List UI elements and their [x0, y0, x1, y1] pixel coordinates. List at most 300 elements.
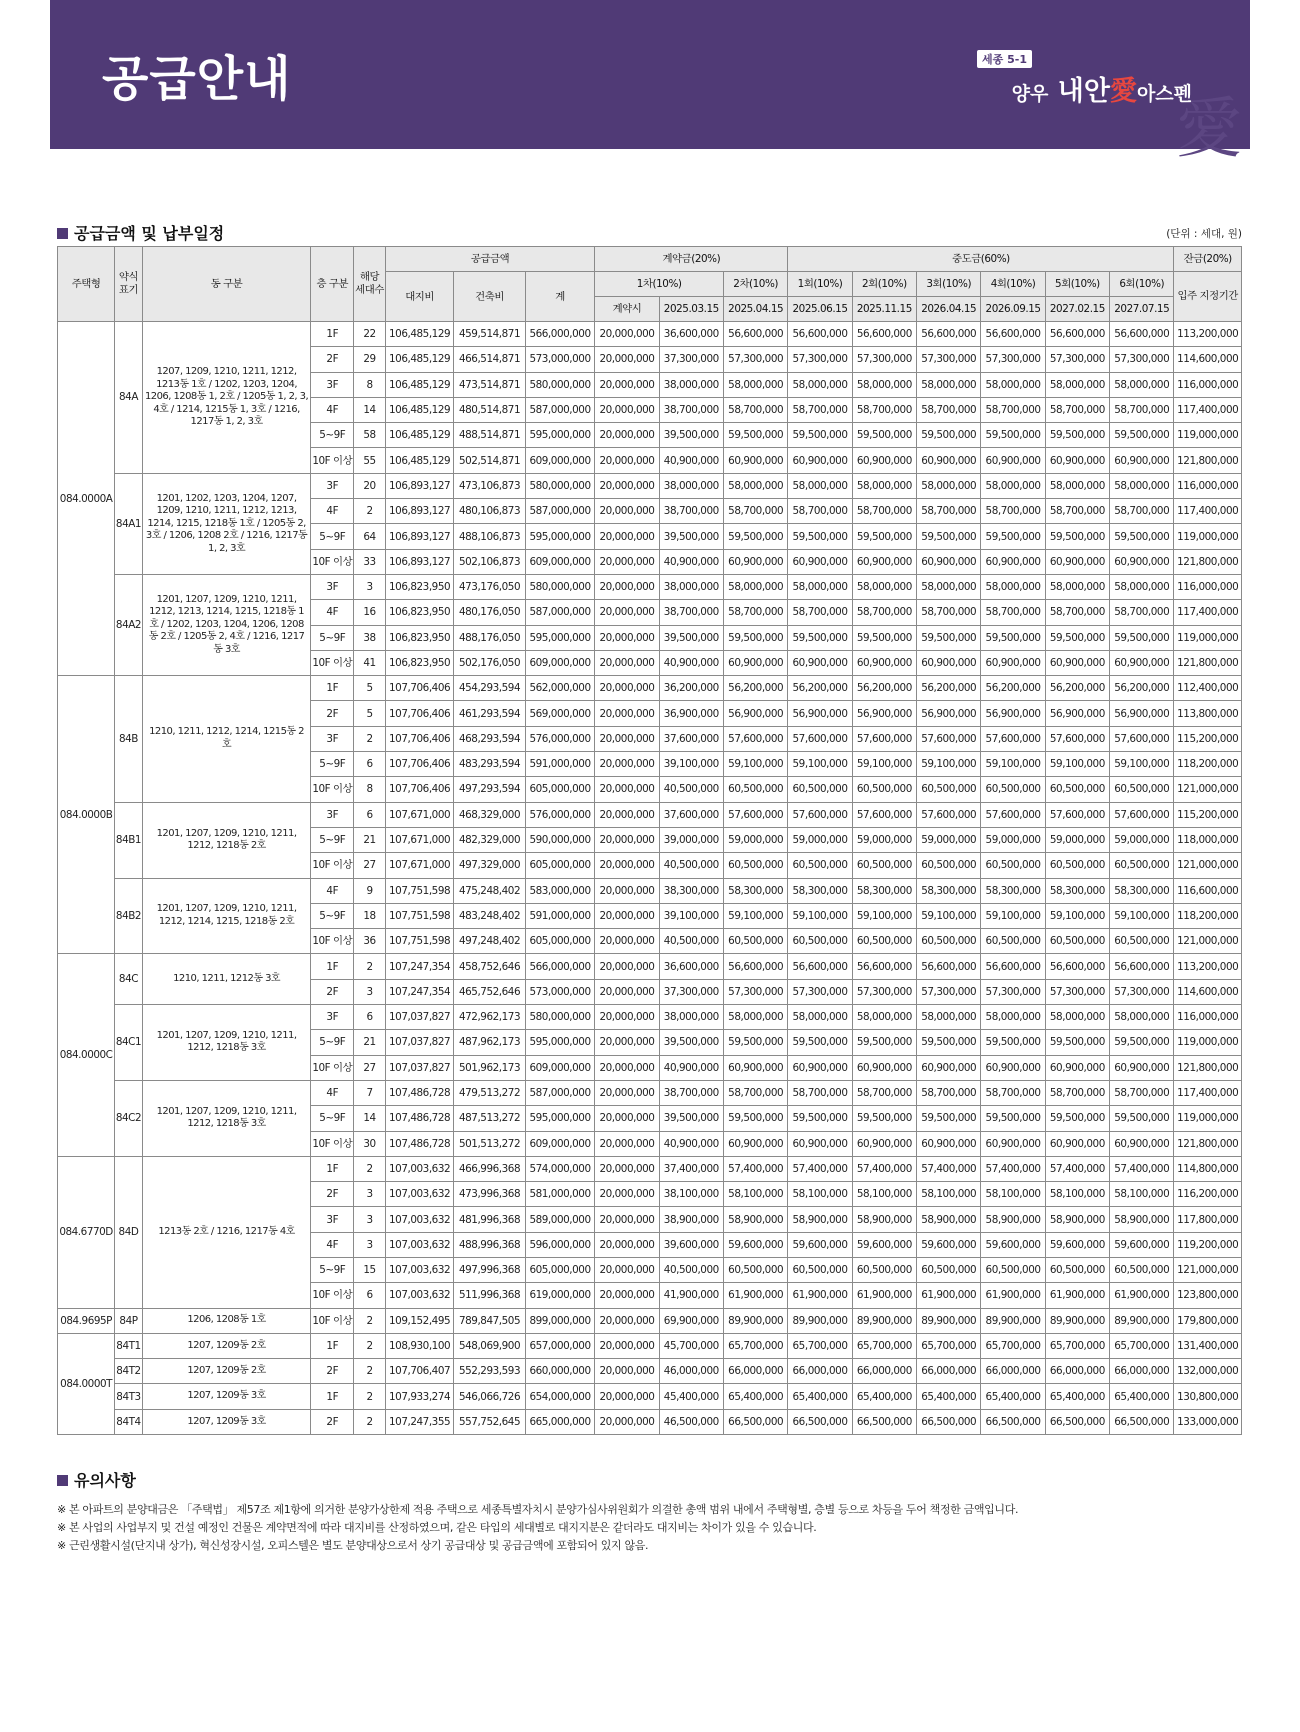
header-floor: 층 구분 [311, 247, 354, 322]
table-cell: 58,700,000 [852, 600, 916, 625]
table-cell: 59,600,000 [981, 1232, 1045, 1257]
table-cell: 20,000,000 [595, 676, 659, 701]
header-dep1-a: 계약시 [595, 297, 659, 322]
table-cell: 106,893,127 [385, 524, 453, 549]
table-cell: 20,000,000 [595, 1232, 659, 1257]
table-cell: 58,700,000 [788, 499, 852, 524]
abbr-cell: 84C2 [115, 1080, 143, 1156]
table-cell: 20,000,000 [595, 1384, 659, 1409]
table-cell: 5 [354, 676, 386, 701]
table-cell: 38,700,000 [659, 397, 723, 422]
table-cell: 57,600,000 [852, 726, 916, 751]
table-cell: 57,600,000 [1110, 726, 1174, 751]
table-cell: 59,000,000 [852, 827, 916, 852]
table-cell: 107,247,354 [385, 979, 453, 1004]
table-cell: 57,300,000 [1045, 979, 1109, 1004]
table-cell: 66,500,000 [723, 1409, 787, 1434]
table-cell: 59,000,000 [917, 827, 981, 852]
table-cell: 1F [311, 676, 354, 701]
housing-type-cell: 084.0000T [58, 1333, 115, 1434]
table-cell: 60,900,000 [1110, 1055, 1174, 1080]
table-cell: 107,751,598 [385, 929, 453, 954]
table-cell: 58,000,000 [917, 473, 981, 498]
table-cell: 58,700,000 [981, 499, 1045, 524]
table-cell: 59,500,000 [1045, 524, 1109, 549]
table-cell: 57,300,000 [981, 347, 1045, 372]
table-cell: 60,500,000 [1045, 853, 1109, 878]
table-cell: 57,300,000 [1110, 347, 1174, 372]
table-cell: 58,000,000 [852, 473, 916, 498]
table-cell: 511,996,368 [454, 1283, 526, 1308]
table-cell: 59,500,000 [852, 1106, 916, 1131]
header-supply: 공급금액 [385, 247, 594, 272]
table-cell: 58,000,000 [981, 574, 1045, 599]
table-cell: 10F 이상 [311, 1131, 354, 1156]
table-cell: 5~9F [311, 827, 354, 852]
table-cell: 566,000,000 [525, 322, 594, 347]
table-cell: 57,300,000 [1045, 347, 1109, 372]
table-cell: 60,500,000 [1110, 929, 1174, 954]
table-cell: 58,300,000 [723, 878, 787, 903]
table-row [58, 1308, 1242, 1333]
table-cell: 58,700,000 [981, 397, 1045, 422]
table-cell: 58,000,000 [1045, 574, 1109, 599]
table-cell: 59,500,000 [1045, 423, 1109, 448]
table-cell: 57,400,000 [723, 1156, 787, 1181]
table-cell: 114,600,000 [1174, 347, 1242, 372]
table-cell: 56,200,000 [917, 676, 981, 701]
table-cell: 58,700,000 [917, 397, 981, 422]
table-cell: 59,600,000 [788, 1232, 852, 1257]
table-cell: 45,400,000 [659, 1384, 723, 1409]
table-cell: 59,500,000 [723, 524, 787, 549]
table-cell: 472,962,173 [454, 1005, 526, 1030]
table-cell: 20,000,000 [595, 549, 659, 574]
table-cell: 45,700,000 [659, 1333, 723, 1358]
page-header [50, 0, 1250, 167]
table-row [58, 676, 1242, 701]
table-cell: 59,500,000 [788, 524, 852, 549]
table-cell: 56,600,000 [723, 322, 787, 347]
table-cell: 116,200,000 [1174, 1182, 1242, 1207]
table-cell: 10F 이상 [311, 650, 354, 675]
table-cell: 58,000,000 [1110, 372, 1174, 397]
table-cell: 10F 이상 [311, 777, 354, 802]
table-row [58, 1080, 1242, 1105]
table-cell: 123,800,000 [1174, 1283, 1242, 1308]
table-cell: 60,900,000 [917, 549, 981, 574]
table-cell: 56,200,000 [723, 676, 787, 701]
table-cell: 65,400,000 [723, 1384, 787, 1409]
table-cell: 60,500,000 [981, 853, 1045, 878]
table-cell: 60,900,000 [1110, 448, 1174, 473]
table-cell: 58,700,000 [788, 1080, 852, 1105]
table-cell: 58,700,000 [723, 499, 787, 524]
table-cell: 60,500,000 [852, 777, 916, 802]
table-cell: 61,900,000 [723, 1283, 787, 1308]
table-cell: 58,700,000 [1110, 600, 1174, 625]
table-cell: 60,500,000 [723, 929, 787, 954]
table-cell: 59,500,000 [917, 1106, 981, 1131]
table-cell: 60,900,000 [723, 1055, 787, 1080]
table-cell: 58,000,000 [917, 1005, 981, 1030]
table-cell: 112,400,000 [1174, 676, 1242, 701]
table-cell: 58,700,000 [981, 1080, 1045, 1105]
table-cell: 2 [354, 499, 386, 524]
table-cell: 58,900,000 [981, 1207, 1045, 1232]
table-cell: 605,000,000 [525, 1257, 594, 1282]
table-cell: 468,329,000 [454, 802, 526, 827]
table-cell: 591,000,000 [525, 903, 594, 928]
table-cell: 60,900,000 [1045, 448, 1109, 473]
abbr-cell: 84C1 [115, 1005, 143, 1081]
header-m5: 5회(10%) [1045, 272, 1109, 297]
table-cell: 59,100,000 [852, 903, 916, 928]
table-cell: 38,700,000 [659, 499, 723, 524]
table-cell: 117,800,000 [1174, 1207, 1242, 1232]
table-cell: 59,500,000 [917, 625, 981, 650]
table-cell: 56,600,000 [723, 954, 787, 979]
table-cell: 65,400,000 [1045, 1384, 1109, 1409]
dong-cell: 1207, 1209, 1210, 1211, 1212, 1213동 1호 / 1202, 1203, 1204, 1206, 1208동 1, 2호 / 1205동 1, 2, 3, 4호 / 1214, 1215동 1, 3호 / 1216, 1217동 1, 2, 3호 [142, 322, 311, 474]
table-cell: 461,293,594 [454, 701, 526, 726]
table-cell: 39,500,000 [659, 1106, 723, 1131]
table-cell: 20,000,000 [595, 1055, 659, 1080]
table-cell: 56,600,000 [917, 322, 981, 347]
table-cell: 59,500,000 [1045, 625, 1109, 650]
table-cell: 20,000,000 [595, 1359, 659, 1384]
header-m1: 1회(10%) [788, 272, 852, 297]
table-cell: 3 [354, 1232, 386, 1257]
table-cell: 5~9F [311, 524, 354, 549]
table-cell: 106,485,129 [385, 347, 453, 372]
table-cell: 557,752,645 [454, 1409, 526, 1434]
table-cell: 57,600,000 [981, 802, 1045, 827]
table-cell: 59,100,000 [1110, 903, 1174, 928]
dong-cell: 1206, 1208동 1호 [142, 1308, 311, 1333]
table-row [58, 802, 1242, 827]
table-cell: 66,500,000 [917, 1409, 981, 1434]
table-cell: 660,000,000 [525, 1359, 594, 1384]
table-cell: 66,500,000 [852, 1409, 916, 1434]
table-cell: 59,500,000 [788, 1106, 852, 1131]
table-cell: 60,500,000 [788, 929, 852, 954]
table-cell: 7 [354, 1080, 386, 1105]
table-cell: 475,248,402 [454, 878, 526, 903]
header-balance: 잔금(20%) [1174, 247, 1242, 272]
table-cell: 39,500,000 [659, 524, 723, 549]
table-cell: 60,900,000 [788, 1131, 852, 1156]
table-cell: 1F [311, 1333, 354, 1358]
table-cell: 5~9F [311, 903, 354, 928]
table-cell: 2 [354, 1359, 386, 1384]
table-cell: 107,706,406 [385, 726, 453, 751]
table-cell: 121,000,000 [1174, 777, 1242, 802]
table-cell: 106,893,127 [385, 549, 453, 574]
table-cell: 581,000,000 [525, 1182, 594, 1207]
table-cell: 39,000,000 [659, 827, 723, 852]
table-cell: 116,000,000 [1174, 1005, 1242, 1030]
table-cell: 58,100,000 [1110, 1182, 1174, 1207]
table-cell: 60,900,000 [917, 1055, 981, 1080]
table-cell: 20,000,000 [595, 1182, 659, 1207]
table-cell: 64 [354, 524, 386, 549]
table-cell: 20,000,000 [595, 473, 659, 498]
table-cell: 595,000,000 [525, 1030, 594, 1055]
table-cell: 576,000,000 [525, 726, 594, 751]
table-cell: 59,000,000 [723, 827, 787, 852]
table-row [58, 574, 1242, 599]
table-cell: 117,400,000 [1174, 499, 1242, 524]
table-cell: 56,900,000 [1110, 701, 1174, 726]
dong-cell: 1207, 1209동 2호 [142, 1359, 311, 1384]
table-cell: 479,513,272 [454, 1080, 526, 1105]
table-cell: 58,700,000 [852, 397, 916, 422]
table-cell: 2F [311, 1182, 354, 1207]
table-cell: 20,000,000 [595, 600, 659, 625]
table-cell: 3F [311, 372, 354, 397]
table-cell: 58,300,000 [852, 878, 916, 903]
table-cell: 58,700,000 [917, 600, 981, 625]
table-cell: 60,900,000 [723, 549, 787, 574]
table-cell: 1F [311, 322, 354, 347]
table-cell: 58,900,000 [1110, 1207, 1174, 1232]
header-d1: 2025.06.15 [788, 297, 852, 322]
table-cell: 59,100,000 [981, 903, 1045, 928]
table-cell: 59,100,000 [1045, 752, 1109, 777]
table-cell: 40,500,000 [659, 929, 723, 954]
table-cell: 59,600,000 [723, 1232, 787, 1257]
table-cell: 107,486,728 [385, 1106, 453, 1131]
table-cell: 38,000,000 [659, 372, 723, 397]
table-cell: 480,514,871 [454, 397, 526, 422]
table-cell: 665,000,000 [525, 1409, 594, 1434]
table-cell: 2 [354, 1156, 386, 1181]
table-cell: 4F [311, 397, 354, 422]
table-cell: 57,300,000 [917, 347, 981, 372]
table-cell: 20,000,000 [595, 347, 659, 372]
table-cell: 59,500,000 [1110, 524, 1174, 549]
table-cell: 65,400,000 [788, 1384, 852, 1409]
table-cell: 119,000,000 [1174, 1106, 1242, 1131]
table-cell: 59,600,000 [917, 1232, 981, 1257]
table-cell: 15 [354, 1257, 386, 1282]
table-cell: 2 [354, 1333, 386, 1358]
header-deposit: 계약금(20%) [595, 247, 788, 272]
page-title: 공급안내 [102, 51, 292, 107]
table-cell: 40,500,000 [659, 853, 723, 878]
table-cell: 502,176,050 [454, 650, 526, 675]
table-cell: 487,962,173 [454, 1030, 526, 1055]
table-cell: 1F [311, 1384, 354, 1409]
table-cell: 20 [354, 473, 386, 498]
table-cell: 58,900,000 [1045, 1207, 1109, 1232]
table-cell: 20,000,000 [595, 1333, 659, 1358]
table-cell: 487,513,272 [454, 1106, 526, 1131]
table-cell: 58,000,000 [788, 473, 852, 498]
table-row [58, 1409, 1242, 1434]
table-cell: 591,000,000 [525, 752, 594, 777]
table-cell: 60,900,000 [852, 650, 916, 675]
table-cell: 59,000,000 [1110, 827, 1174, 852]
table-cell: 58,700,000 [1110, 1080, 1174, 1105]
table-cell: 552,293,593 [454, 1359, 526, 1384]
table-cell: 3 [354, 979, 386, 1004]
table-cell: 106,893,127 [385, 499, 453, 524]
note-line: ※ 본 사업의 사업부지 및 건설 예정인 건물은 계약면적에 따라 대지비를 산정하였으며, 같은 타입의 세대별로 대지지분은 같더라도 대지비는 차이가 있을 수 있습니다. [57, 1521, 817, 1534]
table-cell: 60,900,000 [723, 1131, 787, 1156]
dong-cell: 1210, 1211, 1212, 1214, 1215동 2호 [142, 676, 311, 802]
table-cell: 59,100,000 [852, 752, 916, 777]
table-cell: 10F 이상 [311, 1283, 354, 1308]
table-cell: 118,200,000 [1174, 903, 1242, 928]
table-cell: 59,100,000 [788, 752, 852, 777]
table-cell: 58,700,000 [723, 1080, 787, 1105]
table-cell: 107,003,632 [385, 1156, 453, 1181]
table-cell: 59,500,000 [723, 423, 787, 448]
table-cell: 60,500,000 [723, 777, 787, 802]
table-cell: 116,000,000 [1174, 473, 1242, 498]
table-cell: 89,900,000 [723, 1308, 787, 1333]
table-cell: 66,000,000 [788, 1359, 852, 1384]
table-row [58, 1005, 1242, 1030]
housing-type-cell: 084.9695P [58, 1308, 115, 1333]
table-cell: 107,671,000 [385, 853, 453, 878]
table-cell: 4F [311, 499, 354, 524]
table-cell: 14 [354, 1106, 386, 1131]
table-cell: 60,500,000 [1045, 777, 1109, 802]
table-cell: 58,000,000 [788, 372, 852, 397]
table-cell: 59,500,000 [788, 423, 852, 448]
table-cell: 59,500,000 [1110, 1106, 1174, 1131]
table-cell: 605,000,000 [525, 853, 594, 878]
table-cell: 57,300,000 [723, 979, 787, 1004]
table-cell: 66,000,000 [981, 1359, 1045, 1384]
table-cell: 502,106,873 [454, 549, 526, 574]
table-cell: 20,000,000 [595, 1131, 659, 1156]
table-cell: 61,900,000 [788, 1283, 852, 1308]
housing-type-cell: 084.0000C [58, 954, 115, 1156]
table-cell: 59,000,000 [981, 827, 1045, 852]
table-cell: 58,700,000 [1045, 1080, 1109, 1105]
table-cell: 20,000,000 [595, 625, 659, 650]
table-cell: 60,500,000 [917, 853, 981, 878]
table-cell: 38,000,000 [659, 1005, 723, 1030]
table-cell: 548,069,900 [454, 1333, 526, 1358]
table-cell: 58,700,000 [723, 397, 787, 422]
table-cell: 57,300,000 [788, 979, 852, 1004]
table-cell: 107,751,598 [385, 903, 453, 928]
table-cell: 58 [354, 423, 386, 448]
table-cell: 56,600,000 [1110, 322, 1174, 347]
table-cell: 59,500,000 [981, 625, 1045, 650]
table-cell: 2 [354, 954, 386, 979]
table-cell: 56,600,000 [981, 954, 1045, 979]
table-cell: 605,000,000 [525, 929, 594, 954]
dong-cell: 1210, 1211, 1212동 3호 [142, 954, 311, 1005]
table-cell: 59,500,000 [852, 625, 916, 650]
table-cell: 56,600,000 [1045, 322, 1109, 347]
table-cell: 57,600,000 [917, 802, 981, 827]
table-cell: 587,000,000 [525, 499, 594, 524]
table-cell: 595,000,000 [525, 1106, 594, 1131]
table-cell: 57,300,000 [981, 979, 1045, 1004]
table-cell: 580,000,000 [525, 1005, 594, 1030]
header-abbr: 약식 표기 [115, 247, 143, 322]
table-cell: 587,000,000 [525, 397, 594, 422]
table-cell: 58,300,000 [917, 878, 981, 903]
table-cell: 60,900,000 [788, 549, 852, 574]
abbr-cell: 84C [115, 954, 143, 1005]
table-cell: 10F 이상 [311, 448, 354, 473]
table-cell: 60,500,000 [1110, 853, 1174, 878]
notes-section [57, 1468, 1247, 1555]
table-cell: 58,300,000 [788, 878, 852, 903]
table-cell: 37,600,000 [659, 802, 723, 827]
header-building: 건축비 [454, 272, 526, 322]
table-row [58, 878, 1242, 903]
table-cell: 59,600,000 [852, 1232, 916, 1257]
table-cell: 108,930,100 [385, 1333, 453, 1358]
table-cell: 2 [354, 1409, 386, 1434]
table-cell: 65,700,000 [852, 1333, 916, 1358]
table-cell: 483,248,402 [454, 903, 526, 928]
table-cell: 60,900,000 [1110, 549, 1174, 574]
table-cell: 41 [354, 650, 386, 675]
table-cell: 466,514,871 [454, 347, 526, 372]
table-cell: 60,900,000 [981, 549, 1045, 574]
table-row [58, 1384, 1242, 1409]
table-cell: 10F 이상 [311, 1055, 354, 1080]
table-cell: 605,000,000 [525, 777, 594, 802]
table-cell: 57,600,000 [917, 726, 981, 751]
table-cell: 5~9F [311, 423, 354, 448]
table-cell: 58,000,000 [1045, 372, 1109, 397]
table-cell: 473,514,871 [454, 372, 526, 397]
table-cell: 22 [354, 322, 386, 347]
table-cell: 573,000,000 [525, 347, 594, 372]
table-cell: 106,485,129 [385, 372, 453, 397]
table-cell: 107,751,598 [385, 878, 453, 903]
table-cell: 10F 이상 [311, 853, 354, 878]
table-cell: 65,400,000 [917, 1384, 981, 1409]
table-cell: 61,900,000 [1045, 1283, 1109, 1308]
table-cell: 36,200,000 [659, 676, 723, 701]
table-cell: 60,500,000 [981, 777, 1045, 802]
table-cell: 58,000,000 [723, 574, 787, 599]
table-cell: 60,900,000 [981, 1055, 1045, 1080]
table-cell: 5~9F [311, 1257, 354, 1282]
table-cell: 4F [311, 878, 354, 903]
table-cell: 56,600,000 [852, 322, 916, 347]
table-cell: 57,400,000 [1110, 1156, 1174, 1181]
table-cell: 57,300,000 [852, 979, 916, 1004]
table-cell: 57,300,000 [788, 347, 852, 372]
square-bullet-icon [57, 228, 68, 239]
table-cell: 56,900,000 [788, 701, 852, 726]
table-cell: 65,400,000 [1110, 1384, 1174, 1409]
table-cell: 20,000,000 [595, 929, 659, 954]
table-cell: 58,000,000 [1045, 1005, 1109, 1030]
table-cell: 65,700,000 [723, 1333, 787, 1358]
table-cell: 58,000,000 [1110, 1005, 1174, 1030]
table-cell: 580,000,000 [525, 473, 594, 498]
table-cell: 58,700,000 [852, 499, 916, 524]
table-cell: 117,400,000 [1174, 1080, 1242, 1105]
table-cell: 497,248,402 [454, 929, 526, 954]
table-cell: 66,000,000 [1110, 1359, 1174, 1384]
table-cell: 58,000,000 [981, 473, 1045, 498]
